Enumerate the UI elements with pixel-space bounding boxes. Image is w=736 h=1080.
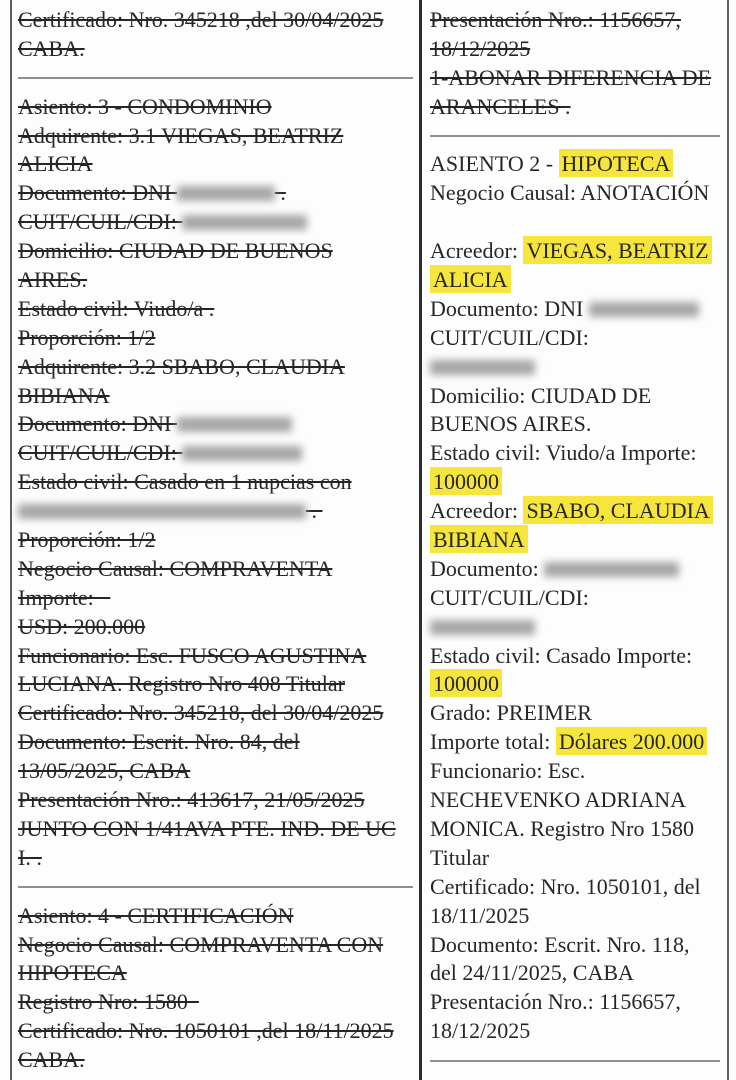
redacted-text-blur — [430, 354, 535, 383]
document-line — [430, 873, 723, 902]
text-run: Estado civil: Casado en 1 nupcias con — [18, 469, 352, 495]
text-run: . — [306, 498, 323, 524]
document-line — [430, 670, 723, 699]
document-line — [18, 468, 417, 497]
document-line — [18, 757, 417, 786]
document-line — [430, 382, 723, 411]
document-line — [430, 988, 723, 1017]
document-line — [18, 786, 417, 815]
section-divider — [430, 122, 723, 151]
text-run: Negocio Causal: ANOTACIÓN — [430, 180, 710, 206]
redacted-text-blur — [589, 296, 699, 325]
redacted-text-blur — [177, 180, 275, 209]
document-line — [18, 1046, 417, 1075]
text-run: CUIT/CUIL/CDI: — [18, 209, 183, 235]
text-run: del 24/11/2025, CABA — [430, 960, 634, 986]
text-run: Presentación Nro.: 413617, 21/05/2025 — [18, 787, 365, 813]
text-run: Certificado: Nro. 345218, del 30/04/2025 — [18, 700, 384, 726]
text-run: Proporción: 1/2 — [18, 527, 156, 553]
text-run: Adquirente: 3.1 VIEGAS, BEATRIZ — [18, 122, 344, 148]
document-line — [430, 902, 723, 931]
document-line — [18, 728, 417, 757]
text-run: Estado civil: Viudo/a Importe: — [430, 440, 697, 466]
document-line — [430, 266, 723, 295]
document-line — [430, 642, 723, 671]
text-run: ASIENTO 2 - — [430, 151, 559, 177]
text-run: LUCIANA. Registro Nro 408 Titular — [18, 671, 345, 697]
redaction-smudge — [177, 186, 275, 201]
document-line — [18, 613, 417, 642]
document-line — [430, 699, 723, 728]
document-line — [430, 526, 723, 555]
text-run: BUENOS AIRES. — [430, 411, 592, 437]
document-line — [18, 931, 417, 960]
text-run: Presentación Nro.: 1156657, — [430, 989, 681, 1015]
document-line — [430, 6, 723, 35]
text-run: Funcionario: Esc. — [430, 758, 586, 784]
text-run: CUIT/CUIL/CDI: — [18, 440, 183, 466]
text-run: Acreedor: — [430, 498, 524, 524]
text-run: Documento: DNI — [18, 411, 177, 437]
text-run: Estado civil: Viudo/a . — [18, 295, 215, 321]
document-line — [430, 439, 723, 468]
divider-rule — [18, 77, 413, 79]
document-line — [430, 64, 723, 93]
text-run: JUNTO CON 1/41AVA PTE. IND. DE UC — [18, 815, 396, 841]
document-line — [18, 295, 417, 324]
document-line — [18, 122, 417, 151]
document-line — [430, 468, 723, 497]
document-line — [18, 642, 417, 671]
text-run: Asiento: 3 - CONDOMINIO — [18, 93, 272, 119]
redaction-smudge — [430, 360, 535, 375]
text-run: CUIT/CUIL/CDI: — [430, 584, 589, 610]
document-line — [430, 295, 723, 324]
text-run: Documento: DNI — [18, 180, 177, 206]
document-line — [18, 902, 417, 931]
text-run: Registro Nro: 1580 — [18, 989, 199, 1015]
redacted-text-blur — [177, 411, 292, 440]
text-run: CABA. — [18, 1047, 85, 1073]
document-line — [18, 353, 417, 382]
document-line — [430, 844, 723, 873]
section-divider — [18, 873, 417, 902]
document-line — [18, 959, 417, 988]
document-line — [18, 35, 417, 64]
document-line — [430, 150, 723, 179]
redaction-smudge — [544, 562, 679, 577]
document-line — [430, 353, 723, 382]
highlighted-text: BIBIANA — [430, 525, 528, 553]
text-run: USD: 200.000 — [18, 613, 146, 639]
document-line — [430, 555, 723, 584]
document-line — [430, 584, 723, 613]
document-line — [430, 237, 723, 266]
text-run: Funcionario: Esc. FUSCO AGUSTINA — [18, 642, 367, 668]
document-line — [18, 6, 417, 35]
document-line — [18, 988, 417, 1017]
document-line — [18, 179, 417, 208]
document-line — [18, 844, 417, 873]
redaction-smudge — [18, 504, 306, 519]
text-run: HIPOTECA — [18, 960, 127, 986]
document-column-previous-version — [10, 0, 422, 1080]
text-run: Titular — [430, 844, 490, 870]
highlighted-text: VIEGAS, BEATRIZ — [523, 236, 711, 264]
text-run: Documento: DNI — [430, 295, 589, 321]
text-run: AIRES. — [18, 267, 88, 293]
text-run: Importe: — [18, 584, 111, 610]
text-run: Certificado: Nro. 345218 ,del 30/04/2025 — [18, 7, 384, 32]
highlighted-text: 100000 — [430, 669, 502, 697]
text-run: Negocio Causal: COMPRAVENTA — [18, 555, 333, 581]
text-run: Documento: Escrit. Nro. 84, del — [18, 729, 300, 755]
document-line — [18, 670, 417, 699]
text-run: ALICIA — [18, 151, 93, 177]
document-line — [18, 584, 417, 613]
document-line — [430, 179, 723, 208]
redacted-text-blur — [544, 556, 679, 585]
text-run: Proporción: 1/2 — [18, 324, 156, 350]
document-line — [430, 757, 723, 786]
text-run: Negocio Causal: COMPRAVENTA CON — [18, 931, 384, 957]
document-line — [18, 237, 417, 266]
document-line — [430, 93, 723, 122]
redacted-text-blur — [182, 209, 307, 238]
text-run: Acreedor: — [430, 238, 524, 264]
text-run: Adquirente: 3.2 SBABO, CLAUDIA — [18, 353, 345, 379]
text-run: 18/12/2025 — [430, 1018, 531, 1044]
document-line — [430, 931, 723, 960]
text-run: CUIT/CUIL/CDI: — [430, 324, 589, 350]
document-line — [430, 613, 723, 642]
document-line — [18, 382, 417, 411]
document-line — [18, 1017, 417, 1046]
text-run: Presentación Nro.: 1156657, — [430, 7, 681, 32]
text-run: Documento: — [430, 555, 545, 581]
divider-rule — [430, 1060, 720, 1062]
document-line — [18, 699, 417, 728]
text-run: Documento: Escrit. Nro. 118, — [430, 931, 690, 957]
document-line — [18, 410, 417, 439]
document-line — [18, 93, 417, 122]
redaction-smudge — [177, 417, 292, 432]
document-line — [430, 728, 723, 757]
highlighted-text: ALICIA — [430, 265, 511, 293]
redaction-smudge — [589, 302, 699, 317]
document-line — [18, 555, 417, 584]
text-run: NECHEVENKO ADRIANA — [430, 787, 687, 813]
document-column-current-version — [422, 0, 729, 1080]
document-line — [18, 266, 417, 295]
text-run: Estado civil: Casado Importe: — [430, 642, 693, 668]
document-line — [18, 439, 417, 468]
text-run: Certificado: Nro. 1050101 ,del 18/11/2025 — [18, 1018, 394, 1044]
text-run: I. . — [18, 844, 42, 870]
document-line — [430, 35, 723, 64]
redacted-text-blur — [182, 440, 302, 469]
document-line — [18, 497, 417, 526]
redaction-smudge — [182, 446, 302, 461]
text-run: 18/11/2025 — [430, 902, 530, 928]
highlighted-text: HIPOTECA — [559, 149, 674, 177]
text-run: MONICA. Registro Nro 1580 — [430, 815, 694, 841]
text-run: Certificado: Nro. 1050101, del — [430, 873, 701, 899]
highlighted-text: 100000 — [430, 467, 502, 495]
document-line — [18, 150, 417, 179]
text-run: Grado: PREIMER — [430, 700, 592, 726]
document-line — [18, 526, 417, 555]
highlighted-text: SBABO, CLAUDIA — [523, 496, 712, 524]
document-line — [18, 324, 417, 353]
document-line — [430, 410, 723, 439]
section-divider — [430, 1046, 723, 1075]
text-run: . — [274, 180, 286, 206]
document-line — [430, 1017, 723, 1046]
text-run: ARANCELES . — [430, 93, 571, 119]
text-run: Importe total: — [430, 729, 556, 755]
document-line — [430, 815, 723, 844]
highlighted-text: Dólares 200.000 — [556, 727, 707, 755]
text-run: 1-ABONAR DIFERENCIA DE — [430, 64, 712, 90]
text-run: BIBIANA — [18, 382, 110, 408]
redaction-smudge — [430, 620, 535, 635]
blank-line — [430, 208, 723, 237]
text-run: Domicilio: CIUDAD DE — [430, 382, 652, 408]
text-run: Domicilio: CIUDAD DE BUENOS — [18, 238, 333, 264]
document-line — [430, 786, 723, 815]
document-line — [430, 324, 723, 353]
section-divider — [18, 64, 417, 93]
text-run: CABA. — [18, 35, 85, 61]
text-run: 13/05/2025, CABA — [18, 758, 191, 784]
document-line — [430, 959, 723, 988]
text-run: Asiento: 4 - CERTIFICACIÓN — [18, 902, 294, 928]
text-run: 18/12/2025 — [430, 35, 531, 61]
document-line — [430, 497, 723, 526]
divider-rule — [430, 135, 720, 137]
document-line — [18, 815, 417, 844]
redacted-text-blur — [430, 614, 535, 643]
redacted-text-blur — [18, 498, 306, 527]
divider-rule — [18, 886, 413, 888]
redaction-smudge — [182, 215, 307, 230]
document-line — [18, 208, 417, 237]
